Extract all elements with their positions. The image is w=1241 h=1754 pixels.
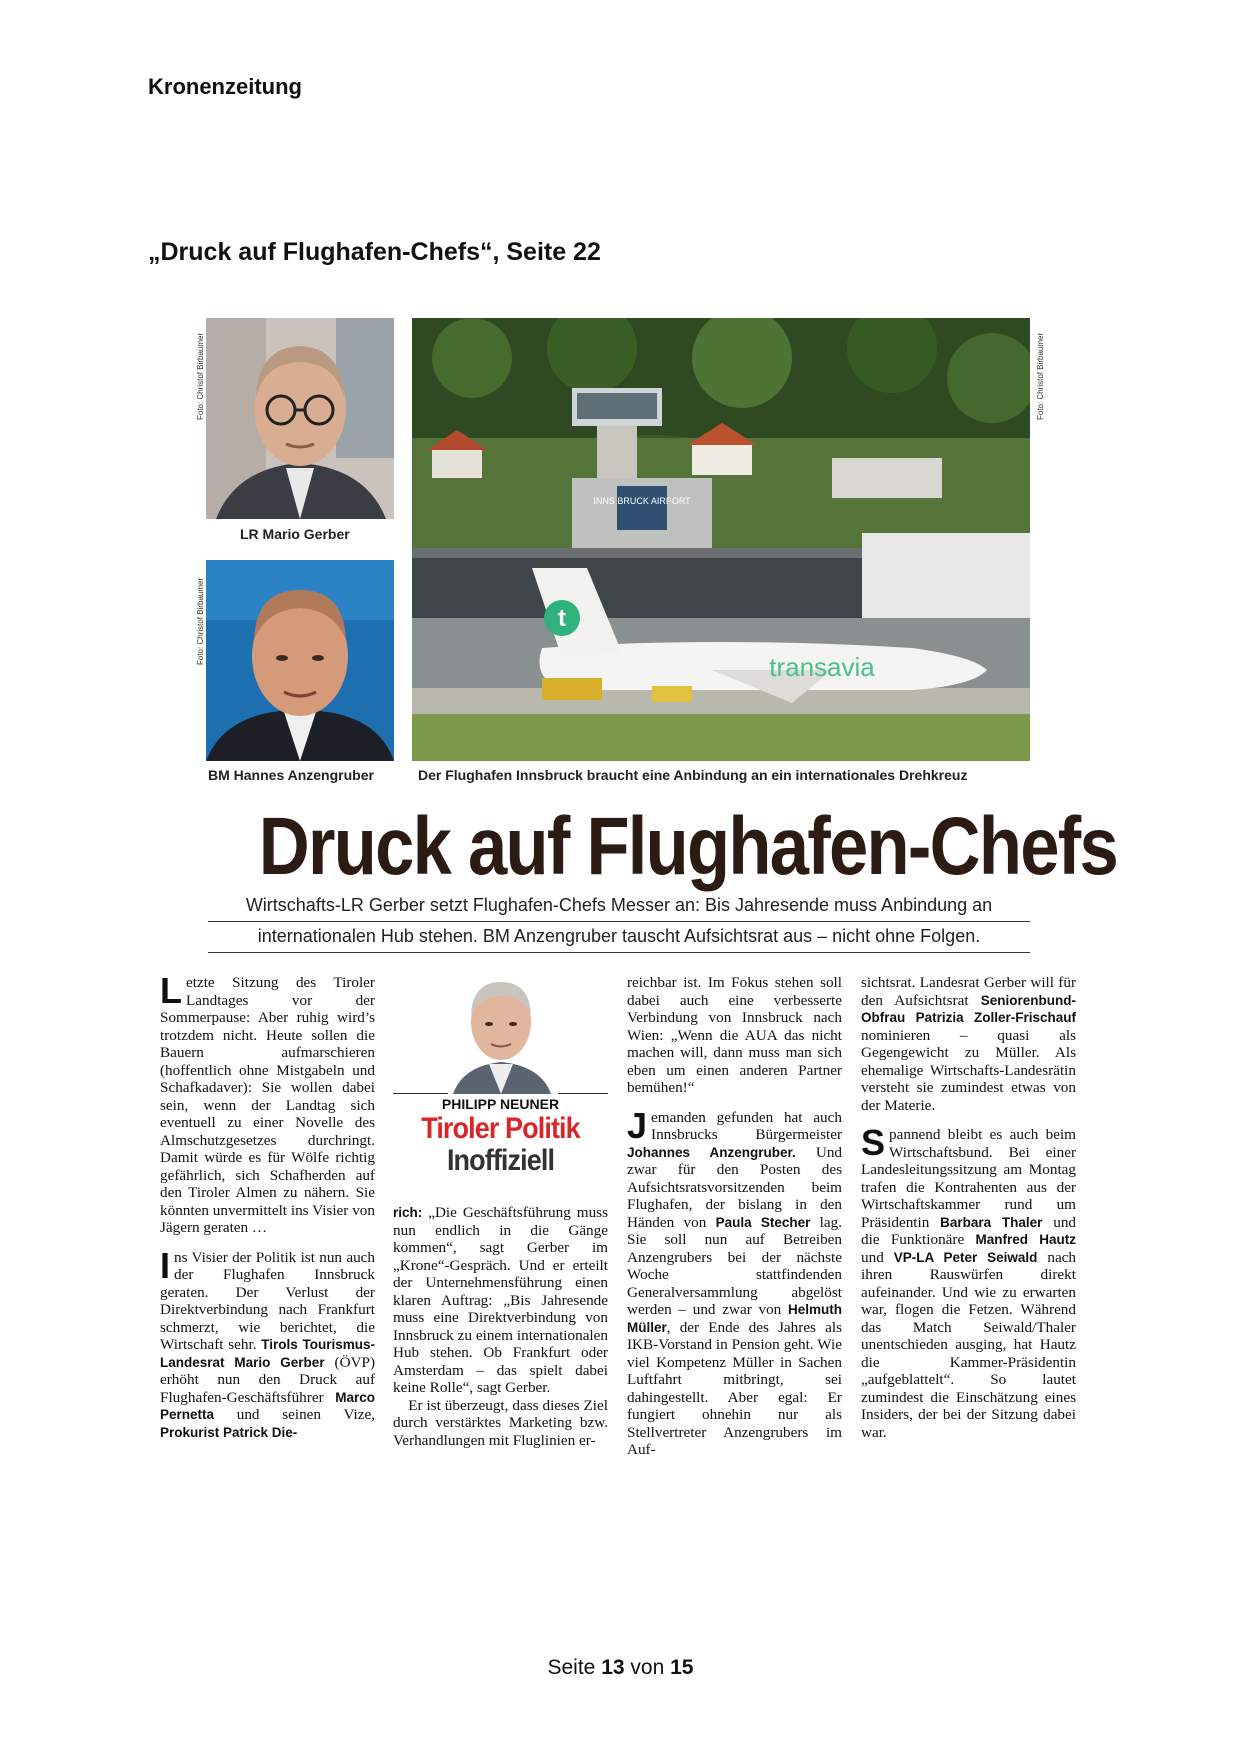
- bold-name: Marco Pernetta: [160, 1389, 375, 1422]
- svg-text:t: t: [558, 605, 566, 632]
- paragraph: und die Funktionäre: [861, 1213, 1077, 1248]
- text-column-4: [861, 974, 1076, 1453]
- paragraph: Er ist überzeugt, dass dieses Ziel durch verstärktes Marketing bzw. Verhandlungen mit Fluglinien er-: [393, 1396, 608, 1449]
- column-box: [393, 974, 608, 1186]
- paragraph: sichtsrat. Landesrat Gerber will für den Aufsichtsrat: [861, 974, 1076, 1009]
- subline-rule: [208, 952, 1030, 953]
- paragraph: lag. Sie soll nun auf Betreiben Anzengrubers bei der nächste Woche stattfindenden Generalversammlung abgelöst werden – und zwar von: [627, 1213, 842, 1318]
- paragraph: pannend bleibt es auch beim Wirtschaftsbund. Bei einer Landesleitungssitzung am Montag trafen die Kontrahenten aus der Wirtschaftskammer rund um Präsidentin: [861, 1126, 1076, 1231]
- bold-name: rich:: [393, 1205, 423, 1220]
- paragraph: emanden gefunden hat auch Innsbrucks Bürgermeister: [651, 1108, 842, 1143]
- page-total: 15: [670, 1656, 694, 1679]
- bold-name: Prokurist Patrick Die-: [160, 1424, 298, 1440]
- drop-cap: S: [861, 1122, 886, 1163]
- drop-cap: J: [627, 1104, 648, 1146]
- page-middle: von: [630, 1656, 665, 1679]
- article-subline-2: internationalen Hub stehen. BM Anzengruber tauscht Aufsichtsrat aus – nicht ohne Folgen.: [257, 926, 981, 946]
- paragraph: Und zwar für den Posten des Aufsichtsratsvorsitzenden beim Flughafen, der bislang in den Händen von: [627, 1143, 843, 1231]
- newspaper-source: Kronenzeitung: [148, 74, 302, 99]
- page-number: [0, 1656, 1241, 1680]
- paragraph: nominieren – quasi als Gegengewicht zu Müller. Als ehemalige Wirtschafts-Landesrätin versteht sie zumindest etwas von der Materie.: [861, 1026, 1076, 1114]
- article-subline-1: Wirtschafts-LR Gerber setzt Flughafen-Chefs Messer an: Bis Jahresende muss Anbindung an: [245, 895, 993, 915]
- drop-cap: L: [160, 970, 182, 1011]
- article-headline: Druck auf Flughafen-Chefs: [258, 801, 1117, 892]
- column-title-1: Tiroler Politik: [421, 1112, 580, 1145]
- paragraph: und: [861, 1248, 884, 1266]
- paragraph: „Die Geschäftsführung muss nun endlich in die Gänge kommen“, sagt Gerber im „Krone“-Gespräch. Und er erteilt der Unternehmensführung einen klaren Auftrag: „Bis Jahresende muss eine Direktverbindung von Innsbruck zu einem internationalen Hub stehen. Ob Frankfurt oder Amsterdam – das spielt dabei keine Rolle“, sagt Gerber.: [393, 1204, 608, 1396]
- photo-credit: Foto: Christof Birbaumer: [1036, 332, 1045, 420]
- photo-innsbruck-airport: [412, 318, 1030, 761]
- bold-name: Seniorenbund-Obfrau Patrizia Zoller-Frischauf: [861, 992, 1077, 1025]
- paragraph: nach ihren Rauswürfen direkt aufeinander. Und wie zu erwarten war, flogen die Fetzen. Während das Match Seiwald/Thaler unentschieden ausging, hat Hautz die Kammer-Präsidentin „aufgeblattelt“. So lautet zumindest die Einschätzung eines Insiders, der bei der Sitzung dabei war.: [861, 1248, 1077, 1441]
- bold-name: Tirols Tourismus-Landesrat Mario Gerber: [160, 1337, 376, 1370]
- author-photo: [393, 974, 608, 1094]
- photo-hannes-anzengruber: [206, 560, 394, 761]
- caption-airport: Der Flughafen Innsbruck braucht eine Anbindung an ein internationales Drehkreuz: [418, 767, 968, 783]
- text-column-1: [160, 970, 376, 1453]
- column-author: PHILIPP NEUNER: [441, 1096, 560, 1112]
- column-title-2: Inoffiziell: [446, 1144, 555, 1177]
- photo-mario-gerber: [206, 318, 394, 519]
- bold-name: Johannes Anzengruber.: [627, 1144, 796, 1160]
- photo-credit: Foto: Christof Birbaumer: [196, 577, 205, 665]
- paragraph: (ÖVP) erhöht nun den Druck auf Flughafen-Geschäftsführer: [160, 1353, 376, 1406]
- caption-anzengruber: BM Hannes Anzengruber: [208, 767, 374, 783]
- page-current: 13: [601, 1656, 625, 1679]
- bold-name: VP-LA Peter Seiwald: [893, 1249, 1038, 1265]
- bold-name: Paula Stecher: [715, 1214, 811, 1230]
- drop-cap: I: [160, 1244, 171, 1286]
- bold-name: Manfred Hautz: [975, 1232, 1076, 1247]
- plane-livery: transavia: [769, 652, 875, 682]
- paragraph: reichbar ist. Im Fokus stehen soll dabei auch eine verbesserte Verbindung von Innsbruck nach Wien: „Wenn die AUA das nicht machen will, dann muss man sich eben um einen anderen Partner bemühen!“: [627, 974, 842, 1096]
- subline-rule: [208, 921, 1030, 922]
- paragraph: etzte Sitzung des Tiroler Landtages vor der Sommerpause: Aber ruhig wird’s trotzdem nicht. Heute sollen die Bauern aufmarschieren (hoffentlich ohne Mistgabeln und Schafkadaver): Sie wollen dabei sein, wenn der Landtag sich eventuell zu einer Novelle des Almschutzgesetzes durchringt. Damit würde es für Wölfe richtig gefährlich, sich Schafherden auf den Tiroler Almen zu nähern. Sie könnten unvermittelt ins Visier von Jägern geraten …: [160, 974, 375, 1236]
- page-prefix: Seite: [547, 1656, 596, 1679]
- text-column-3: [627, 974, 842, 1471]
- photo-credit: Foto: Christof Birbaumer: [196, 332, 205, 420]
- text-column-2: [393, 1204, 608, 1449]
- article-reference-title: „Druck auf Flughafen-Chefs“, Seite 22: [148, 238, 601, 266]
- paragraph: , der Ende des Jahres als IKB-Vorstand in Pension geht. Wie viel Kompetenz Müller in Sachen Luftfahrt mitbringt, sei dahingestellt. Aber egal: Er fungiert ohnehin nur als Stellvertreter Anzengrubers im Auf-: [627, 1318, 842, 1458]
- bold-name: Barbara Thaler: [940, 1214, 1043, 1230]
- airport-sign: INNS BRUCK AIRPORT: [593, 496, 691, 506]
- paragraph: und seinen Vize,: [236, 1406, 375, 1423]
- paragraph: ns Visier der Politik ist nun auch der Flughafen Innsbruck geraten. Der Verlust der Direktverbindung nach Frankfurt schmerzt, wie berichtet, die Wirtschaft sehr.: [160, 1248, 375, 1353]
- caption-gerber: LR Mario Gerber: [240, 526, 350, 542]
- bold-name: Helmuth Müller: [627, 1302, 843, 1335]
